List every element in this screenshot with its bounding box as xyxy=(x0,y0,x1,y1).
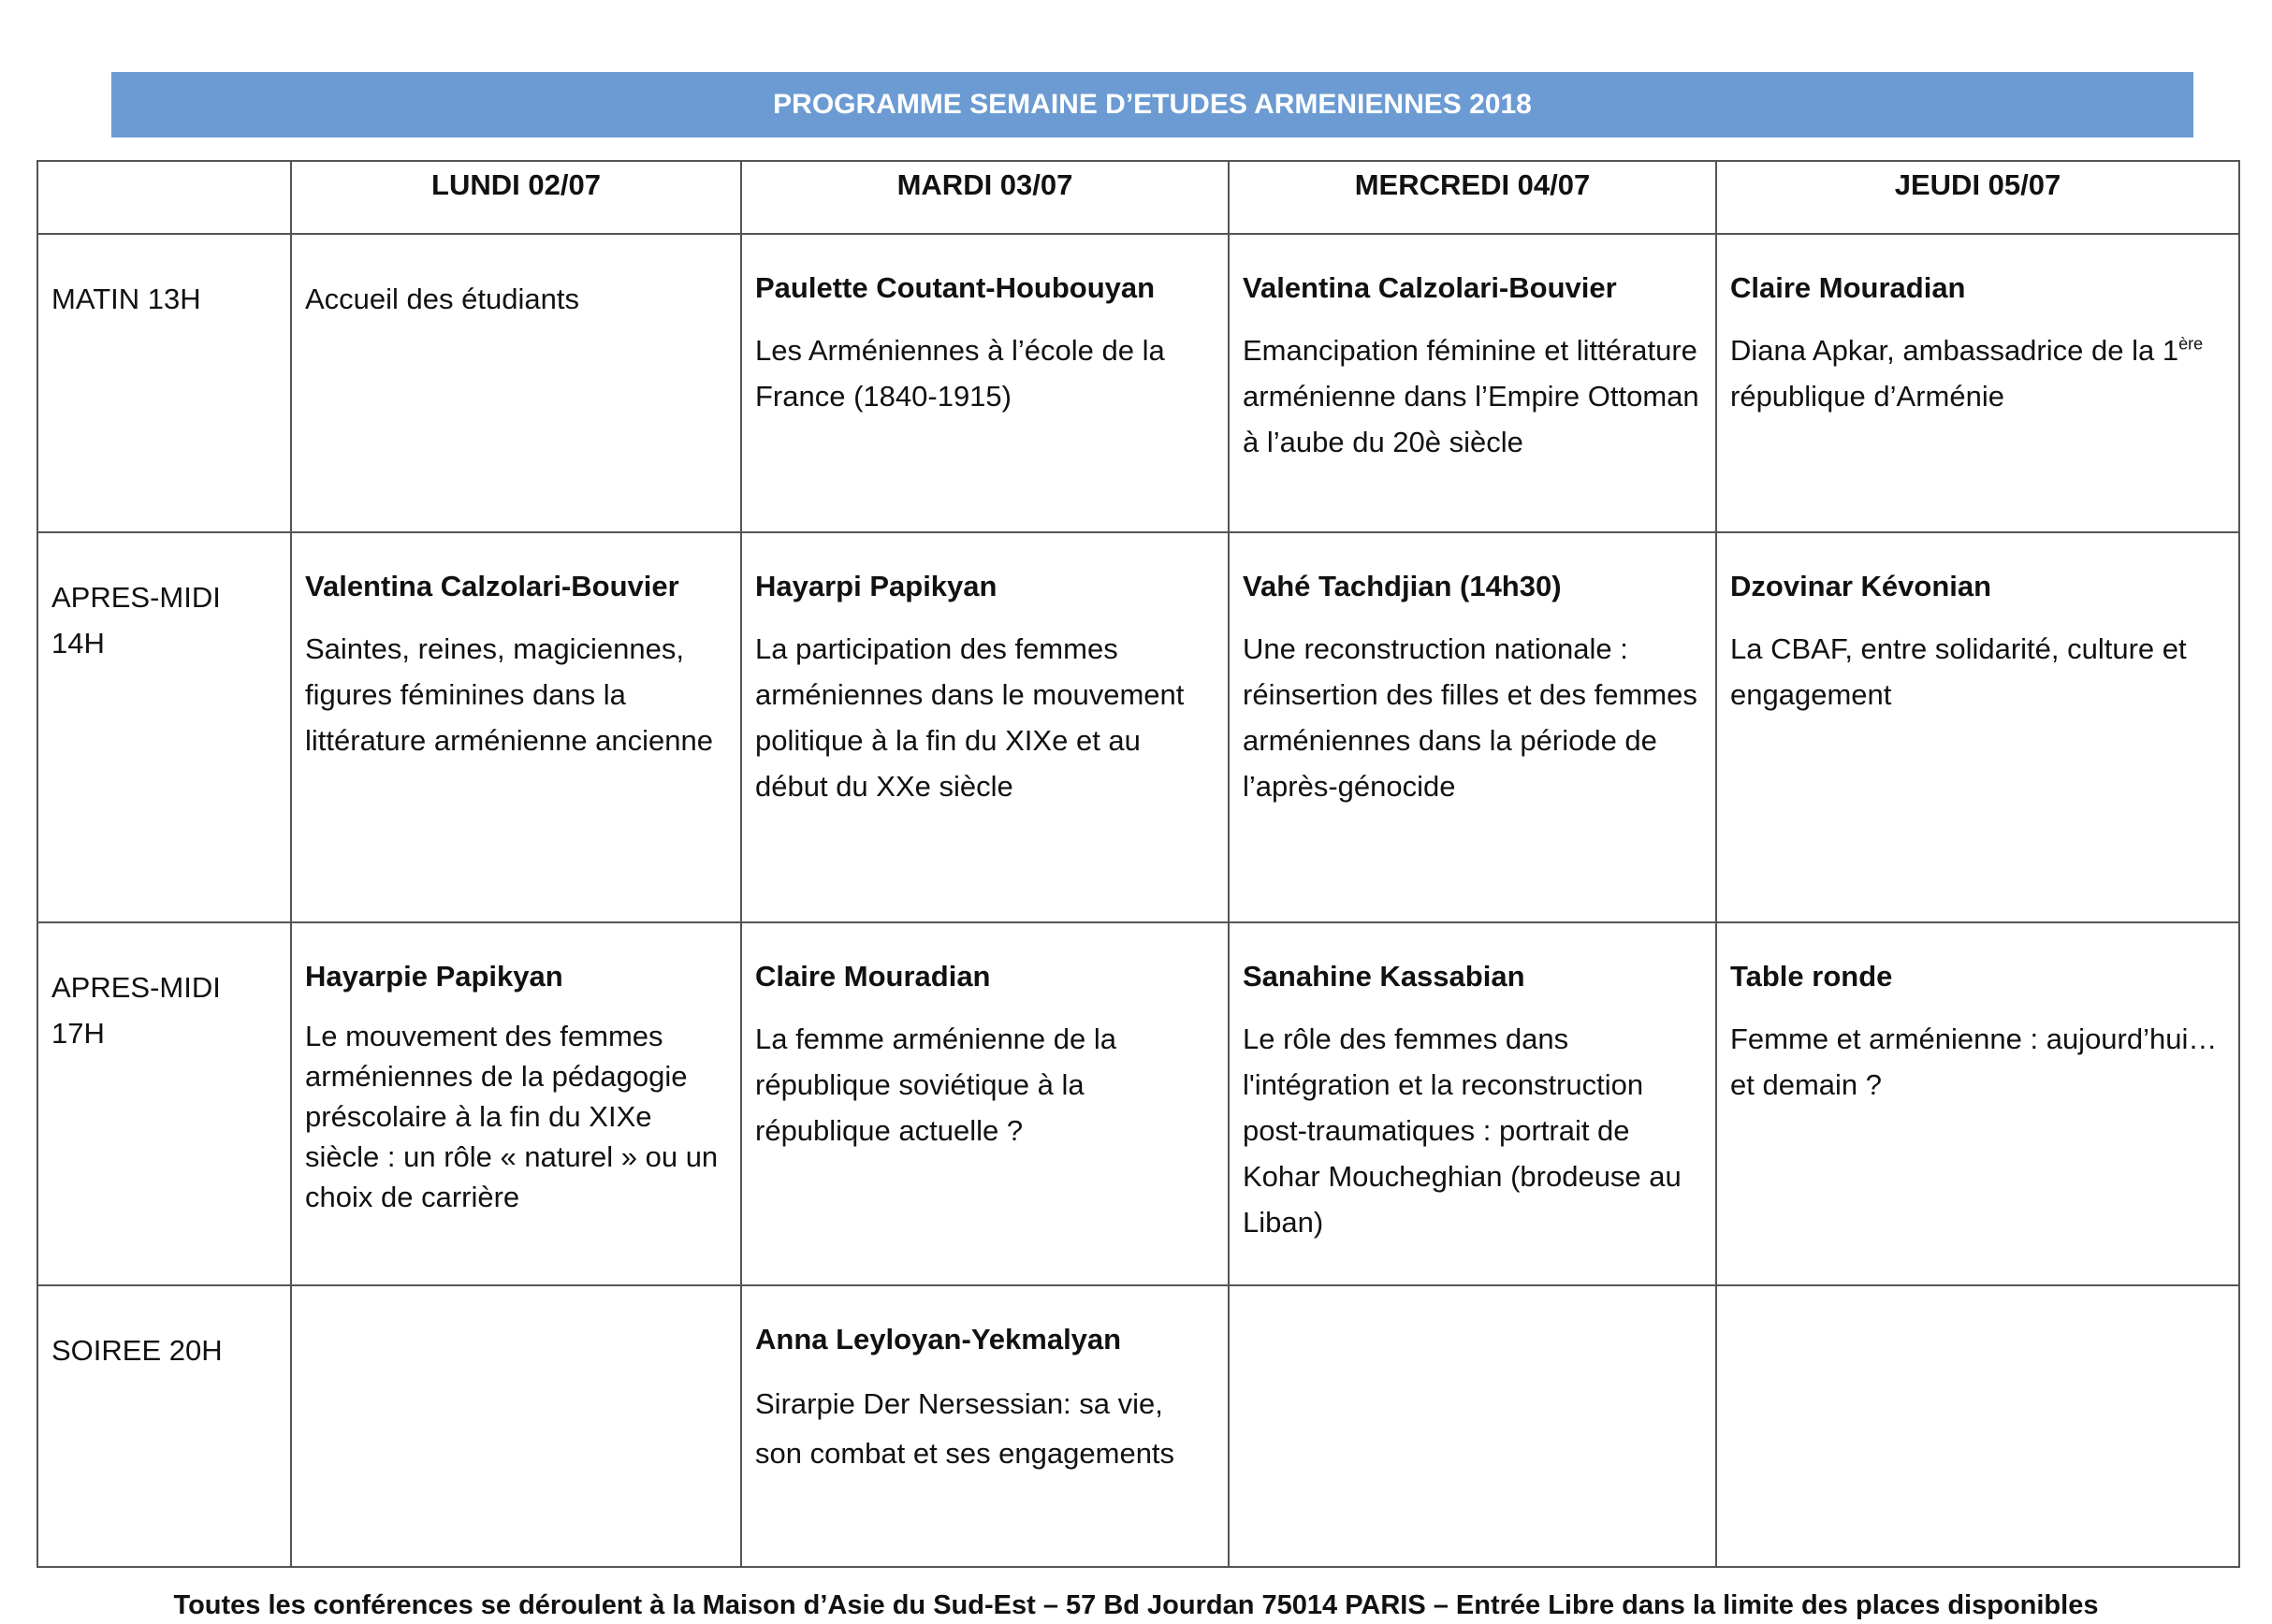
session-cell xyxy=(1716,922,2239,1285)
session-cell-empty xyxy=(1229,1285,1716,1567)
speaker-name: Claire Mouradian xyxy=(1730,271,1966,305)
session-description: Le mouvement des femmes arméniennes de la pédagogie préscolaire à la fin du XIXe siècle : un rôle « naturel » ou un choix de carrière xyxy=(305,1020,719,1214)
session-description: La participation des femmes arméniennes dans le mouvement politique à la fin du XIXe et au début du XXe siècle xyxy=(755,632,1185,804)
table-row-soiree xyxy=(37,1285,2239,1567)
speaker-name: Sanahine Kassabian xyxy=(1243,960,1525,993)
table-row-apres-midi-14h xyxy=(37,532,2239,922)
header-day-mardi: MARDI 03/07 xyxy=(741,161,1229,234)
session-description: Les Arméniennes à l’école de la France (1840-1915) xyxy=(755,334,1165,413)
program-title-banner xyxy=(111,72,2193,138)
description-text: Diana Apkar, ambassadrice de la 1 xyxy=(1730,334,2179,368)
session-description: Une reconstruction nationale : réinsertion des filles et des femmes arméniennes dans la période de l’après-génocide xyxy=(1243,632,1697,804)
time-slot-label: APRES-MIDI 14H xyxy=(37,532,291,922)
header-day-jeudi: JEUDI 05/07 xyxy=(1716,161,2239,234)
speaker-name: Valentina Calzolari-Bouvier xyxy=(305,570,679,603)
header-day-mercredi: MERCREDI 04/07 xyxy=(1229,161,1716,234)
time-slot-label: APRES-MIDI 17H xyxy=(37,922,291,1285)
speaker-name: Vahé Tachdjian (14h30) xyxy=(1243,570,1562,603)
session-description: La CBAF, entre solidarité, culture et engagement xyxy=(1730,632,2187,712)
header-empty xyxy=(37,161,291,234)
session-cell xyxy=(1716,532,2239,922)
speaker-name: Claire Mouradian xyxy=(755,960,991,993)
time-slot-label: SOIREE 20H xyxy=(37,1285,291,1567)
session-description: Le rôle des femmes dans l'intégration et la reconstruction post-traumatiques : portrait de Kohar Moucheghian (brodeuse au Liban) xyxy=(1243,1022,1682,1240)
table-row-matin xyxy=(37,234,2239,532)
session-description: Emancipation féminine et littérature arménienne dans l’Empire Ottoman à l’aube du 20è siècle xyxy=(1243,334,1699,459)
session-cell xyxy=(291,922,741,1285)
speaker-name: Anna Leyloyan-Yekmalyan xyxy=(755,1323,1122,1356)
session-cell xyxy=(741,234,1229,532)
session-cell xyxy=(741,922,1229,1285)
session-cell xyxy=(291,532,741,922)
session-cell-empty xyxy=(1716,1285,2239,1567)
speaker-name: Hayarpie Papikyan xyxy=(305,960,563,993)
session-cell xyxy=(741,532,1229,922)
speaker-name: Hayarpi Papikyan xyxy=(755,570,998,603)
schedule-table xyxy=(36,160,2240,1568)
program-title: PROGRAMME SEMAINE D’ETUDES ARMENIENNES 2018 xyxy=(773,89,1532,120)
session-description: La femme arménienne de la république soviétique à la république actuelle ? xyxy=(755,1022,1117,1148)
session-cell xyxy=(291,234,741,532)
session-cell xyxy=(1716,234,2239,532)
description-text: république d’Arménie xyxy=(1730,380,2004,413)
speaker-name: Table ronde xyxy=(1730,960,1893,993)
session-description: Sirarpie Der Nersessian: sa vie, son combat et ses engagements xyxy=(755,1387,1175,1471)
session-cell-empty xyxy=(291,1285,741,1567)
time-slot-label: MATIN 13H xyxy=(37,234,291,532)
speaker-name: Paulette Coutant-Houbouyan xyxy=(755,271,1156,305)
venue-footer-note: Toutes les conférences se déroulent à la Maison d’Asie du Sud-Est – 57 Bd Jourdan 75014 PARIS – Entrée Libre dans la limite des places disponibles xyxy=(173,1590,2099,1620)
session-cell xyxy=(741,1285,1229,1567)
speaker-name: Dzovinar Kévonian xyxy=(1730,570,1992,603)
table-row-apres-midi-17h xyxy=(37,922,2239,1285)
session-cell xyxy=(1229,234,1716,532)
session-description: Saintes, reines, magiciennes, figures féminines dans la littérature arménienne ancienne xyxy=(305,632,713,758)
ordinal-superscript: ère xyxy=(2178,334,2204,354)
session-description: Accueil des étudiants xyxy=(305,283,579,316)
speaker-name: Valentina Calzolari-Bouvier xyxy=(1243,271,1617,305)
table-header-row xyxy=(37,161,2239,234)
session-description: Femme et arménienne : aujourd’hui… et demain ? xyxy=(1730,1022,2218,1102)
header-day-lundi: LUNDI 02/07 xyxy=(291,161,741,234)
session-cell xyxy=(1229,532,1716,922)
session-cell xyxy=(1229,922,1716,1285)
session-description xyxy=(1730,327,2225,419)
